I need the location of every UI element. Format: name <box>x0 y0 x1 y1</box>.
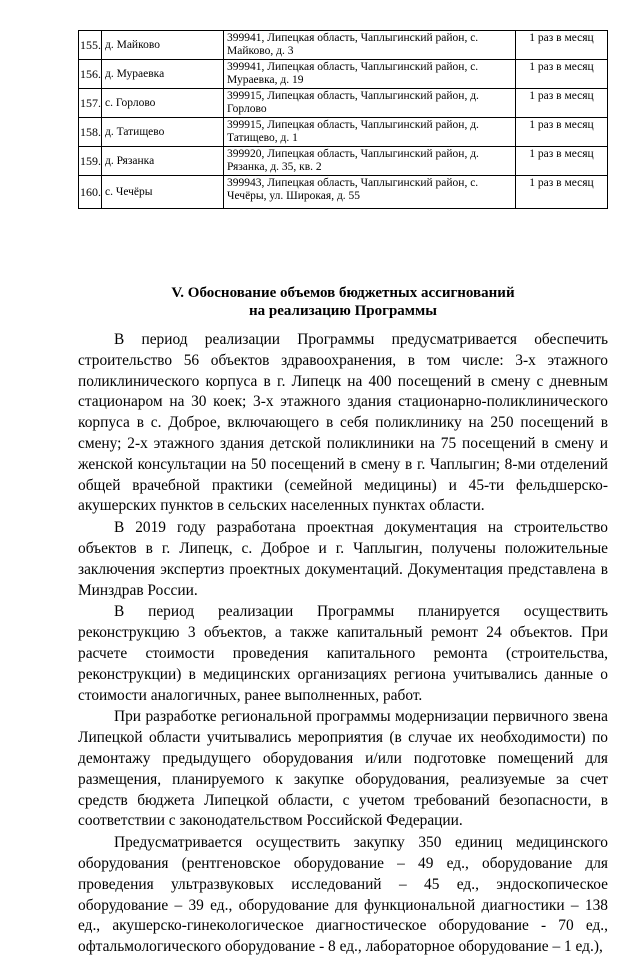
row-number: 157. <box>79 89 102 118</box>
section-body <box>78 330 608 959</box>
table-row <box>79 31 608 60</box>
settlement-name: д. Майково <box>102 31 224 60</box>
settlement-name: с. Чечёры <box>102 176 224 209</box>
paragraph-reconstruction: В период реализации Программы планируется осуществить реконструкцию 3 объектов, а также капитальный ремонт 24 объектов. При расчете стоимости проведения капитального ремонта (строительства, реконструкции) в медицинских организациях региона учитывались данные о стоимости аналогичных, ранее выполненных, работ. <box>78 603 608 704</box>
settlement-address: 399920, Липецкая область, Чаплыгинский район, д. Рязанка, д. 35, кв. 2 <box>224 147 516 176</box>
row-number: 160. <box>79 176 102 209</box>
settlement-address: 399943, Липецкая область, Чаплыгинский район, с. Чечёры, ул. Широкая, д. 55 <box>224 176 516 209</box>
settlement-address: 399941, Липецкая область, Чаплыгинский район, с. Майково, д. 3 <box>224 31 516 60</box>
paragraph-construction: В период реализации Программы предусматривается обеспечить строительство 56 объектов здравоохранения, в том числе: 3-х этажного поликлинического корпуса в г. Липецк на 400 посещений в смену с дневным стационаром на 30 коек; 3-х этажного здания стационарно-поликлинического корпуса в с. Доброе, включающего в себя поликлинику на 250 посещений в смену; 2-х этажного здания детской поликлиники на 75 посещений в смену и женской консультации на 50 посещений в смену в г. Чаплыгин; 8-ми отделений общей врачебной практики (семейной медицины) и 45-ти фельдшерско-акушерских пунктов в сельских населенных пунктах области. <box>78 331 608 515</box>
settlement-name: д. Рязанка <box>102 147 224 176</box>
section-heading <box>78 284 608 320</box>
visit-frequency: 1 раз в месяц <box>516 89 608 118</box>
table-row <box>79 89 608 118</box>
settlement-name: д. Татищево <box>102 118 224 147</box>
section-title-line-1: V. Обоснование объемов бюджетных ассигнований <box>171 285 515 301</box>
table-row <box>79 60 608 89</box>
section-title-line-2: на реализацию Программы <box>249 303 437 319</box>
visit-frequency: 1 раз в месяц <box>516 31 608 60</box>
table-row <box>79 176 608 209</box>
row-number: 155. <box>79 31 102 60</box>
paragraph-design-docs: В 2019 году разработана проектная документация на строительство объектов в г. Липецк, с. Доброе и г. Чаплыгин, получены положительные заключения экспертиз проектных документаций. Документация представлена в Минздрав России. <box>78 519 608 599</box>
table-row <box>79 147 608 176</box>
settlement-name: с. Горлово <box>102 89 224 118</box>
visit-frequency: 1 раз в месяц <box>516 118 608 147</box>
settlement-address: 399915, Липецкая область, Чаплыгинский район, д. Горлово <box>224 89 516 118</box>
row-number: 158. <box>79 118 102 147</box>
visit-frequency: 1 раз в месяц <box>516 60 608 89</box>
row-number: 156. <box>79 60 102 89</box>
settlement-address: 399941, Липецкая область, Чаплыгинский район, с. Мураевка, д. 19 <box>224 60 516 89</box>
table-row <box>79 118 608 147</box>
paragraph-equipment: Предусматривается осуществить закупку 350 единиц медицинского оборудования (рентгеновское оборудование – 49 ед., оборудование для проведения ультразвуковых исследований – 45 ед., эндоскопическое оборудование – 39 ед., оборудование для функциональной диагностики – 138 ед., акушерско-гинекологическое диагностическое оборудование - 70 ед., офтальмологического оборудование - 8 ед., лабораторное оборудование – 1 ед.), <box>78 834 608 956</box>
paragraph-modernization: При разработке региональной программы модернизации первичного звена Липецкой области учитывались мероприятия (в случае их необходимости) по демонтажу предыдущего оборудования и/или подготовке помещений для размещения, планируемого к закупке оборудования, реализуемые за счет средств бюджета Липецкой области, с учетом требований безопасности, в соответствии с законодательством Российской Федерации. <box>78 708 608 830</box>
settlement-address: 399915, Липецкая область, Чаплыгинский район, д. Татищево, д. 1 <box>224 118 516 147</box>
settlement-name: д. Мураевка <box>102 60 224 89</box>
row-number: 159. <box>79 147 102 176</box>
settlements-table <box>78 30 608 209</box>
visit-frequency: 1 раз в месяц <box>516 147 608 176</box>
visit-frequency: 1 раз в месяц <box>516 176 608 209</box>
